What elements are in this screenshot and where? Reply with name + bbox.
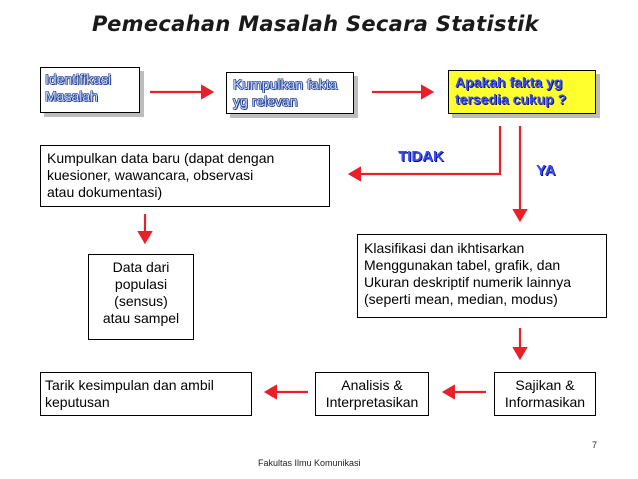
box-text-line: Klasifikasi dan ikhtisarkan [364,240,525,256]
slide-title: Pemecahan Masalah Secara Statistik [92,12,539,36]
box-text-line: (sensus) [114,293,168,309]
arrow-tidak [350,126,500,174]
label-tidak: TIDAK [398,148,444,165]
box-text-line: Data dari [112,259,170,275]
box-text-line: Menggunakan tabel, grafik, dan [364,257,561,273]
box-text-line: Interpretasikan [325,394,419,410]
box-text-line: Analisis & [341,377,403,393]
box-text-line: kuesioner, wawancara, observasi [47,167,254,183]
page-number: 7 [592,440,598,450]
box-text-line: populasi [114,276,168,292]
box-text-line: Kumpulkan fakta [233,76,338,92]
box-text-line: yg relevan [233,93,298,109]
box-text-line: Ukuran deskriptif numerik lainnya [364,274,571,290]
box-text-line: atau sampel [102,310,180,326]
box-text-line: Tarik kesimpulan dan ambil [45,377,214,393]
box-text-line: Identifikasi [45,71,112,87]
box-text-line: Masalah [45,88,98,104]
box-text-line: Sajikan & [515,377,575,393]
box-text-line: atau dokumentasi) [47,184,163,200]
label-ya: YA [536,162,556,179]
box-text-line: Informasikan [504,394,586,410]
box-text-line: Apakah fakta yg [455,74,563,90]
box-text-line: (seperti mean, median, modus) [364,291,558,307]
box-text-line: keputusan [45,394,110,410]
footer-institution: Fakultas Ilmu Komunikasi [258,458,361,468]
box-text-line: Kumpulkan data baru (dapat dengan [47,150,275,166]
box-text-line: tersedia cukup ? [455,91,567,107]
